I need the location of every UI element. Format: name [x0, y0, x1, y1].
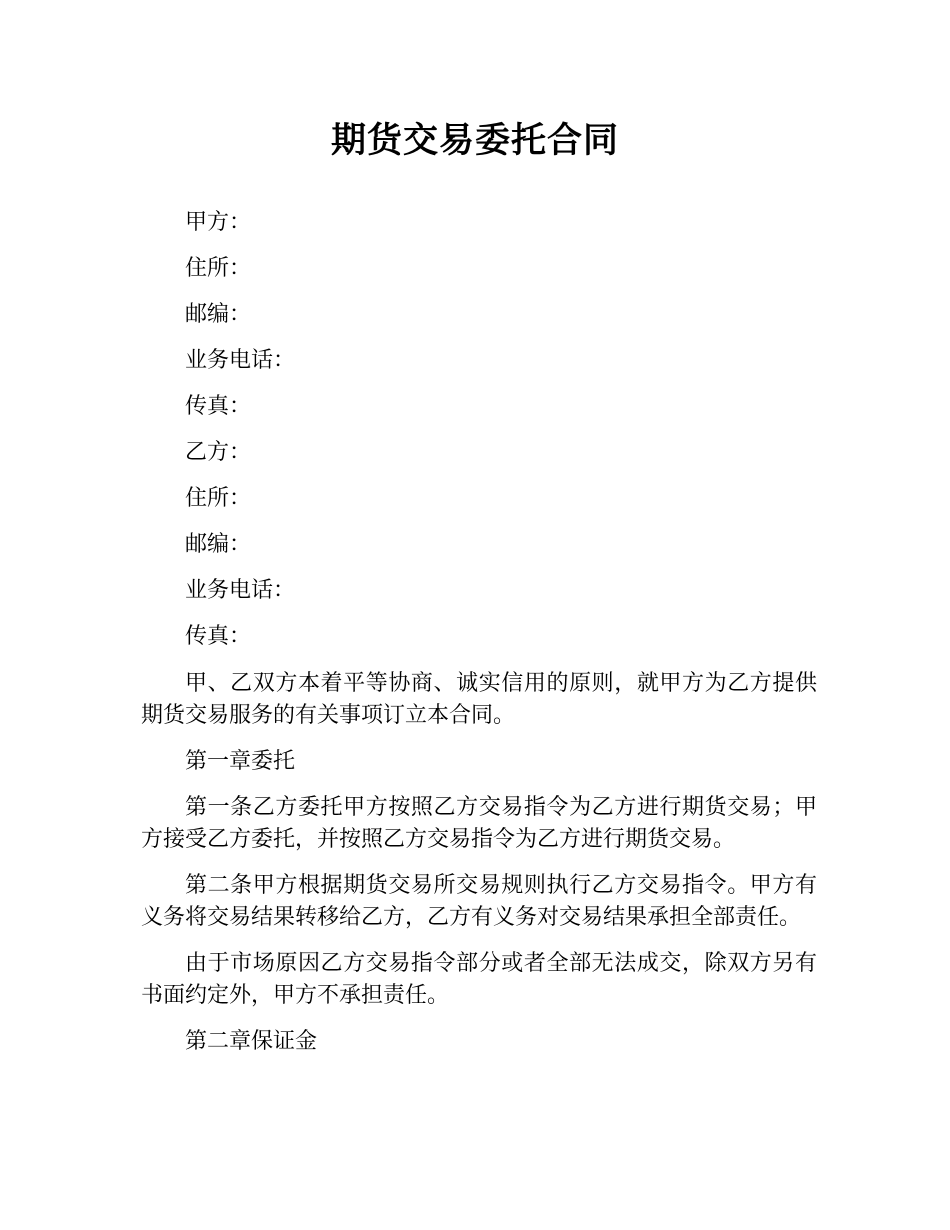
party-b-phone-label: 业务电话：	[185, 578, 296, 603]
preamble-paragraph: 甲、乙双方本着平等协商、诚实信用的原则，就甲方为乙方提供期货交易服务的有关事项订立本合同。	[141, 671, 817, 728]
chapter-1-heading: 第一章委托	[185, 749, 296, 774]
party-a-postcode-label: 邮编：	[185, 302, 252, 327]
party-a-name-label: 甲方：	[185, 210, 252, 235]
chapter-2-heading: 第二章保证金	[185, 1029, 318, 1054]
article-1-paragraph: 第一条乙方委托甲方按照乙方交易指令为乙方进行期货交易；甲方接受乙方委托，并按照乙方交易指令为乙方进行期货交易。	[141, 795, 817, 852]
article-2-paragraph: 第二条甲方根据期货交易所交易规则执行乙方交易指令。甲方有义务将交易结果转移给乙方，乙方有义务对交易结果承担全部责任。	[141, 873, 817, 930]
document-title: 期货交易委托合同	[330, 121, 619, 161]
party-b-address-label: 住所：	[185, 486, 252, 511]
party-b-postcode-label: 邮编：	[185, 532, 252, 557]
party-b-name-label: 乙方：	[185, 440, 252, 465]
party-a-address-label: 住所：	[185, 256, 252, 281]
party-a-phone-label: 业务电话：	[185, 348, 296, 373]
party-a-fax-label: 传真：	[185, 394, 252, 419]
document-body	[141, 200, 817, 1072]
article-2-note-paragraph: 由于市场原因乙方交易指令部分或者全部无法成交，除双方另有书面约定外，甲方不承担责任。	[141, 951, 817, 1008]
party-b-fax-label: 传真：	[185, 624, 252, 649]
